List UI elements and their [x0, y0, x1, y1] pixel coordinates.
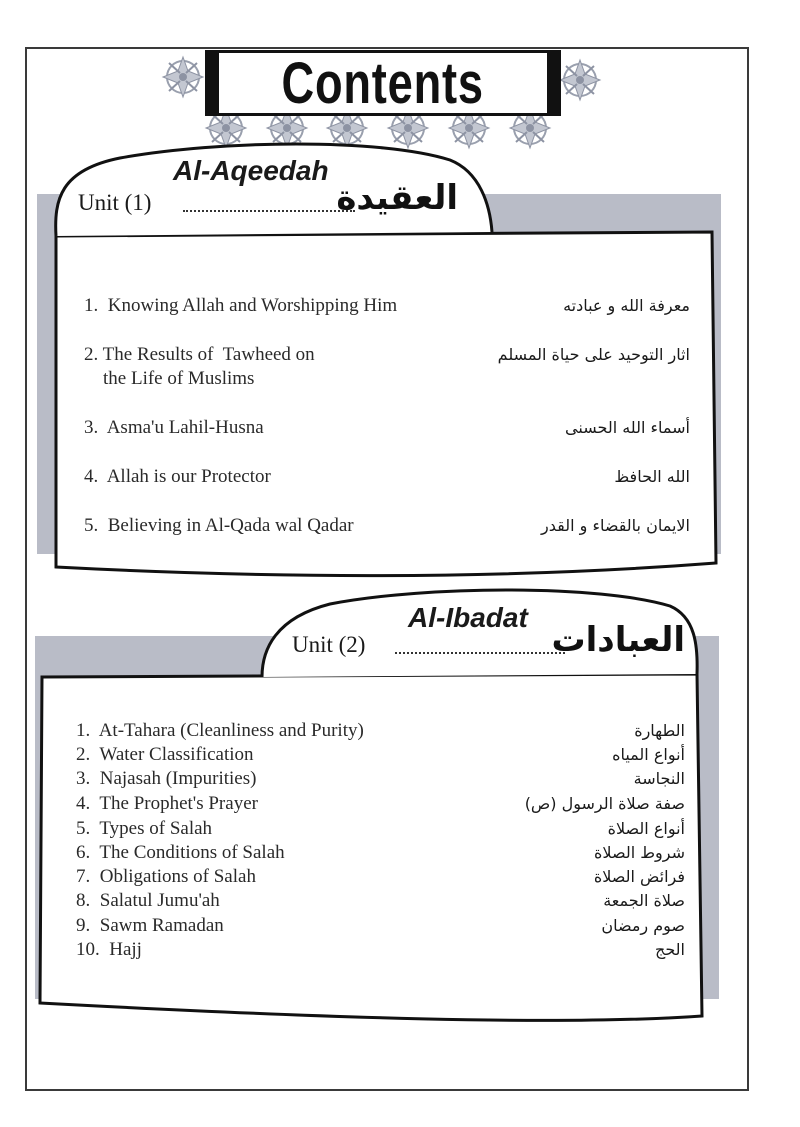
unit2-item-6-ar: شروط الصلاة — [594, 843, 685, 862]
unit2-item-2-ar: أنواع المياه — [612, 745, 685, 764]
unit2-item-1-en: 1. At-Tahara (Cleanliness and Purity) — [76, 720, 364, 741]
unit2-item-7-ar: فرائض الصلاة — [593, 867, 685, 886]
unit2-item-3-en: 3. Najasah (Impurities) — [76, 768, 257, 789]
unit2-item-5-ar: أنواع الصلاة — [607, 819, 685, 838]
unit2-arabic-title: العبادات — [551, 620, 685, 660]
unit1-label: Unit (1) — [78, 190, 152, 215]
unit2-item-4-en: 4. The Prophet's Prayer — [76, 793, 258, 814]
unit1-item-5-ar: الايمان بالقضاء و القدر — [541, 516, 690, 535]
unit2-item-7-en: 7. Obligations of Salah — [76, 866, 256, 887]
unit2-item-10-ar: الحج — [655, 940, 685, 959]
unit1-item-3-en: 3. Asma'u Lahil-Husna — [84, 417, 264, 438]
unit2-item-6-en: 6. The Conditions of Salah — [76, 842, 285, 863]
unit1-item-1-ar: معرفة الله و عبادته — [563, 296, 690, 315]
unit2-item-5-en: 5. Types of Salah — [76, 818, 213, 839]
unit2-item-8-en: 8. Salatul Jumu'ah — [76, 890, 220, 911]
unit2-item-10-en: 10. Hajj — [76, 939, 142, 960]
unit2-dotted-leader — [395, 652, 565, 654]
unit1-item-2-en-line2: the Life of Muslims — [84, 368, 255, 389]
unit1-item-1-en: 1. Knowing Allah and Worshipping Him — [84, 295, 398, 316]
unit1-item-2-ar: اثار التوحيد على حياة المسلم — [497, 345, 690, 364]
unit2-item-3-ar: النجاسة — [633, 769, 685, 788]
unit2-item-9-ar: صوم رمضان — [601, 916, 685, 935]
unit1-item-5-en: 5. Believing in Al-Qada wal Qadar — [84, 515, 354, 536]
unit2-item-9-en: 9. Sawm Ramadan — [76, 915, 224, 936]
unit1-item-3-ar: أسماء الله الحسنى — [565, 418, 690, 437]
unit2-item-8-ar: صلاة الجمعة — [603, 891, 685, 910]
unit2-item-1-ar: الطهارة — [634, 721, 685, 740]
unit2-item-4-ar: صفة صلاة الرسول (ص) — [524, 794, 685, 813]
unit1-title: Al-Aqeedah — [173, 155, 329, 186]
unit2-label: Unit (2) — [292, 632, 366, 657]
unit2-item-2-en: 2. Water Classification — [76, 744, 254, 765]
unit2-title: Al-Ibadat — [408, 602, 528, 633]
unit1-item-2-en: 2. The Results of Tawheed on — [84, 344, 315, 365]
unit1-item-4-en: 4. Allah is our Protector — [84, 466, 271, 487]
unit1-arabic-title: العقيدة — [336, 178, 458, 218]
page-title: Contents — [281, 50, 485, 116]
unit1-item-4-ar: الله الحافظ — [614, 467, 690, 486]
